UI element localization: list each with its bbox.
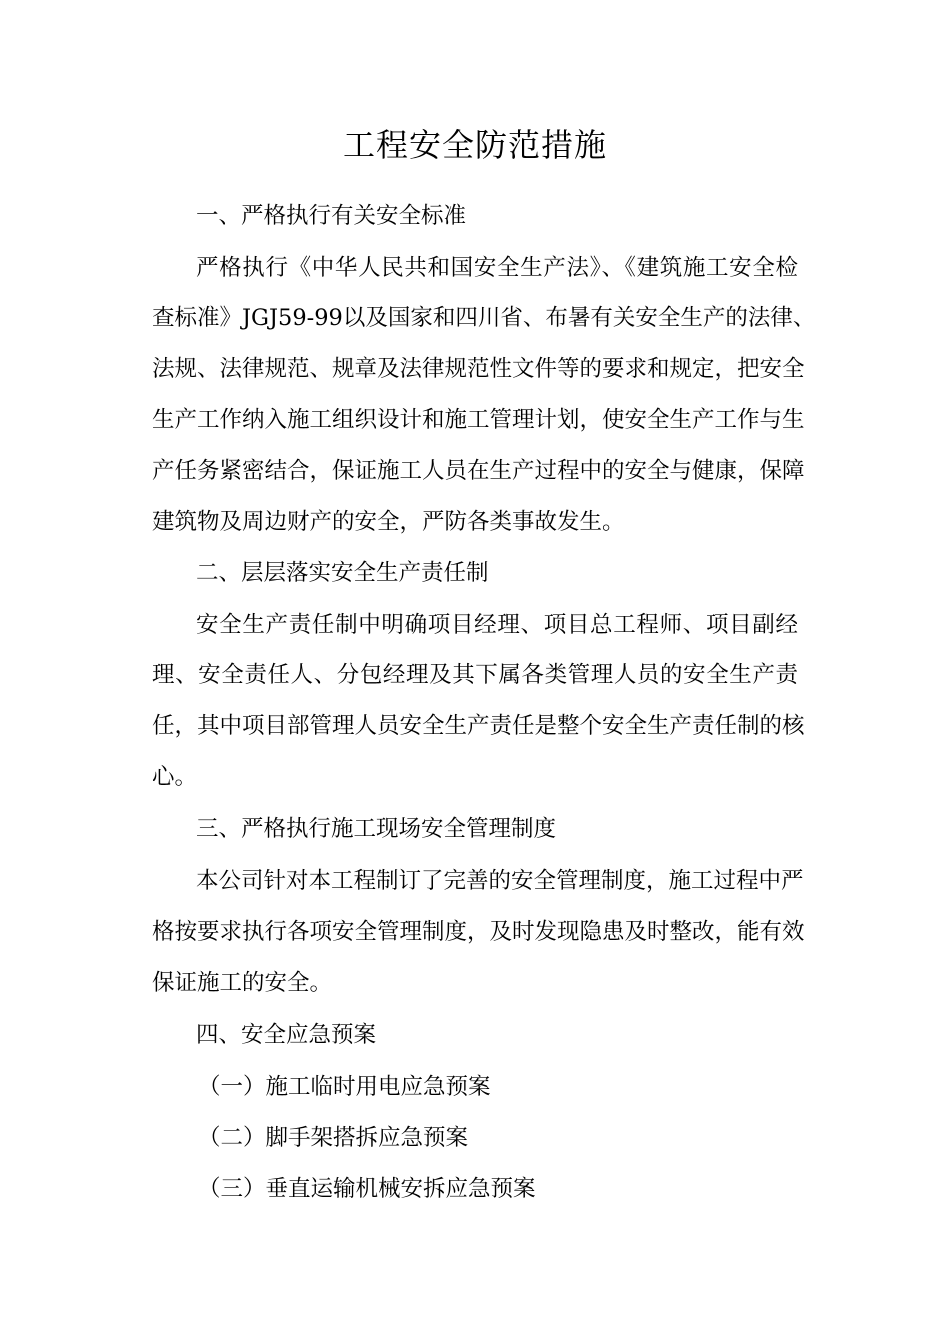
paragraph-line: 心。 [152,764,198,790]
section-heading-3: 三、严格执行施工现场安全管理制度 [196,816,557,842]
document-title: 工程安全防范措施 [342,126,607,164]
section-heading-1: 一、严格执行有关安全标准 [196,203,467,229]
paragraph-line: 本公司针对本工程制订了完善的安全管理制度，施工过程中严 [196,868,804,894]
paragraph-line: 严格执行《中华人民共和国安全生产法》、《建筑施工安全检 [196,255,798,281]
paragraph-line: 生产工作纳入施工组织设计和施工管理计划，使安全生产工作与生 [152,407,805,433]
paragraph-line: 建筑物及周边财产的安全，严防各类事故发生。 [152,509,625,535]
paragraph-line: 保证施工的安全。 [152,970,333,996]
section-heading-2: 二、层层落实安全生产责任制 [196,560,489,586]
paragraph-line: 任，其中项目部管理人员安全生产责任是整个安全生产责任制的核 [152,713,805,739]
section-heading-4: 四、安全应急预案 [196,1022,377,1048]
paragraph-line: 安全生产责任制中明确项目经理、项目总工程师、项目副经 [196,612,798,638]
paragraph-line: 产任务紧密结合，保证施工人员在生产过程中的安全与健康，保障 [152,458,805,484]
paragraph-line: 查标准》JGJ59-99以及国家和四川省、布暑有关安全生产的法律、 [152,305,816,331]
paragraph-line: 理、安全责任人、分包经理及其下属各类管理人员的安全生产责 [152,662,798,688]
list-item: （二）脚手架搭拆应急预案 [198,1125,469,1151]
paragraph-line: 法规、法律规范、规章及法律规范性文件等的要求和规定，把安全 [152,356,805,382]
list-item: （一）施工临时用电应急预案 [198,1074,491,1100]
paragraph-line: 格按要求执行各项安全管理制度，及时发现隐患及时整改，能有效 [152,919,805,945]
list-item: （三）垂直运输机械安拆应急预案 [198,1176,536,1202]
